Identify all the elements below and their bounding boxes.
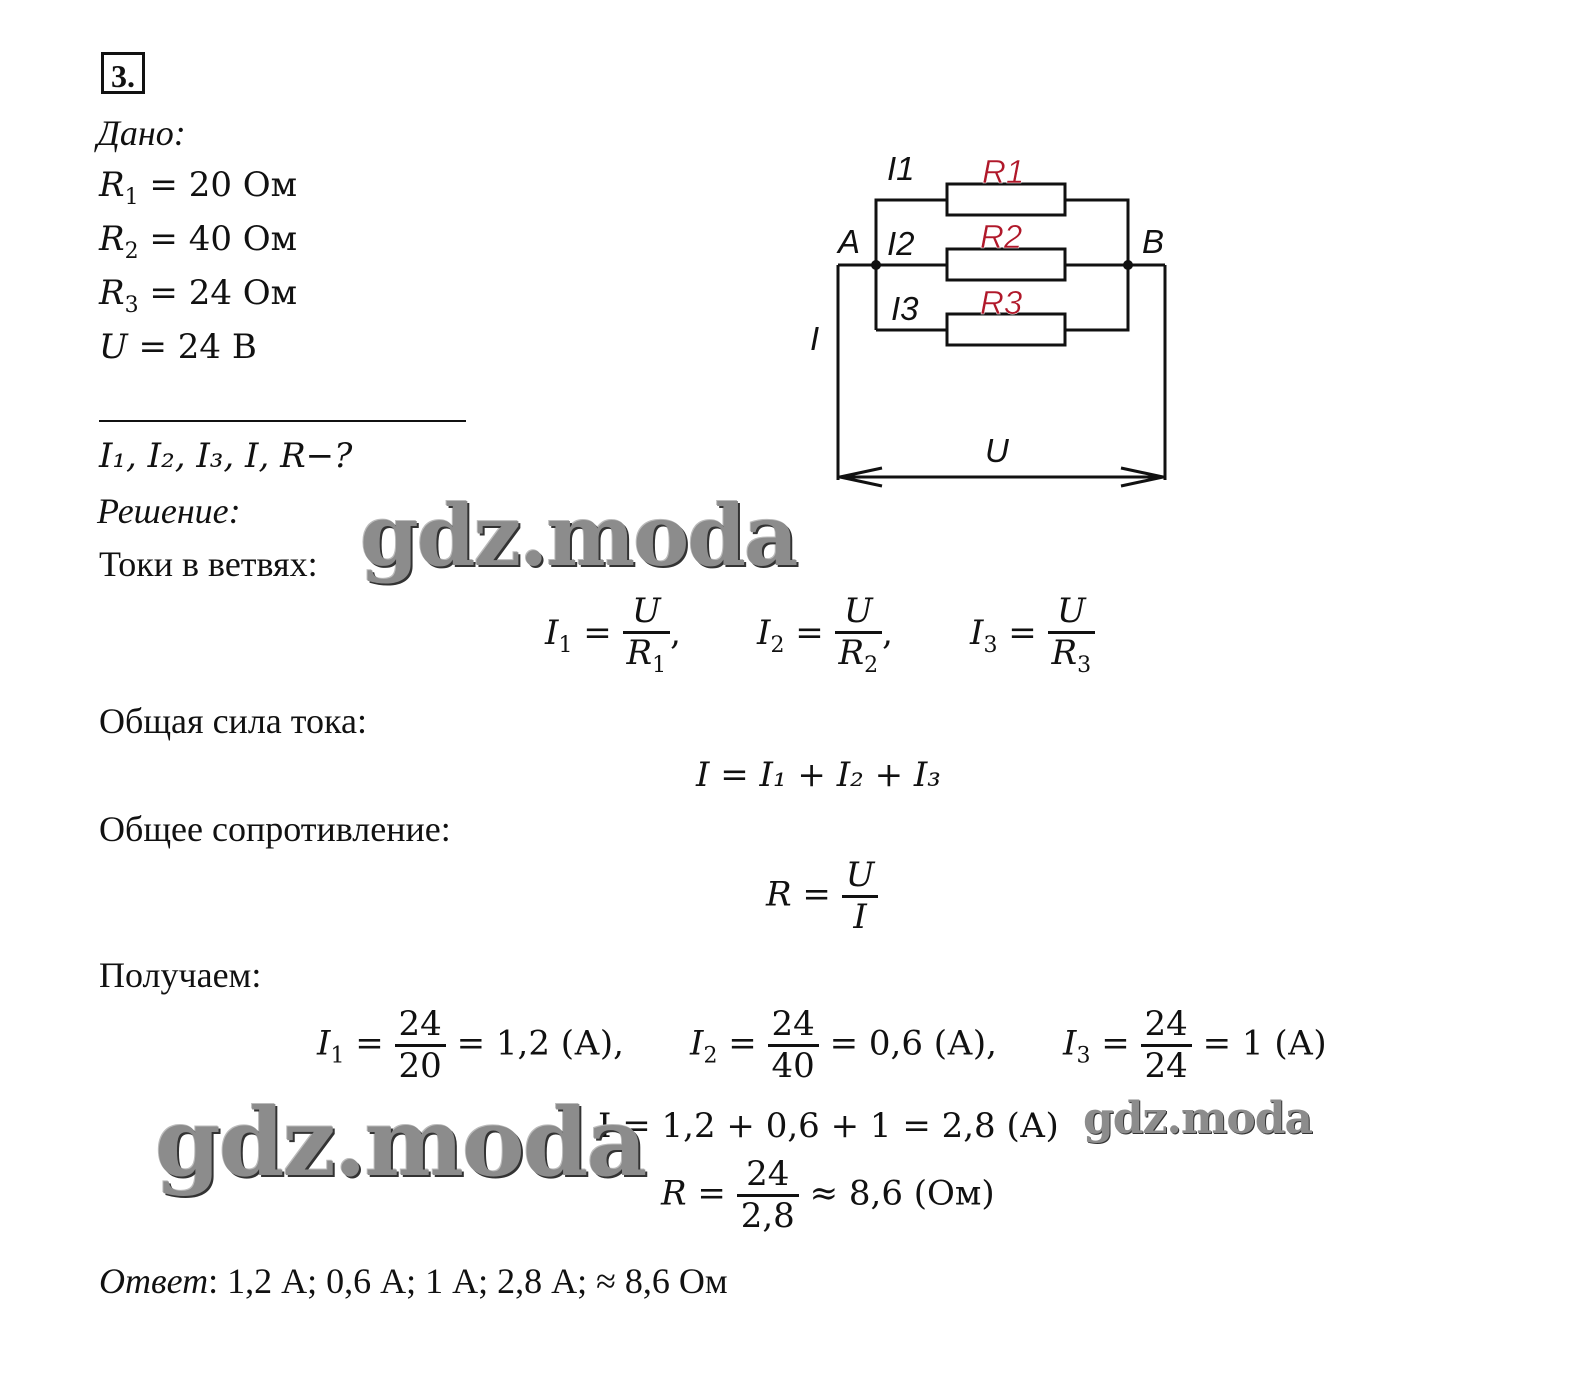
formula-lhs-sub: 2 [770, 633, 785, 659]
label-i2: I2 [887, 225, 915, 262]
given-value: = 24 В [138, 327, 257, 367]
fraction-denominator: 24 [1144, 1046, 1188, 1087]
given-subscript: 1 [124, 185, 139, 210]
formula-i1: $I_1$ = $\frac{U}{R_1}$ , [545, 591, 681, 679]
fraction [623, 592, 671, 678]
formula-lhs: I [545, 613, 559, 654]
calc-lhs-sub: 2 [703, 1043, 718, 1069]
calc-lhs: I [690, 1023, 704, 1064]
calc-rhs: = 1 (А) [1202, 1023, 1327, 1064]
given-value: = 40 Ом [149, 219, 298, 259]
label-i3: I3 [891, 290, 919, 327]
label-i: I [810, 320, 820, 357]
given-r1 [99, 165, 297, 210]
calc-rhs: = 0,6 (А), [829, 1023, 997, 1064]
fraction-denominator: 20 [398, 1046, 442, 1087]
calc-total-current: I = 1,2 + 0,6 + 1 = 2,8 (А) [598, 1106, 1059, 1146]
fraction [842, 856, 879, 937]
given-symbol: R [99, 219, 125, 259]
given-label: Дано: [97, 113, 186, 153]
label-u: U [985, 432, 1009, 469]
given-divider [99, 420, 466, 422]
fraction-denominator: R [626, 633, 653, 674]
formula-resistance [766, 856, 878, 937]
formula-lhs-sub: 3 [983, 633, 998, 659]
formula-tail: , [670, 613, 681, 654]
label-r3: R3 [980, 284, 1023, 321]
label-r2: R2 [980, 218, 1023, 255]
given-subscript: 2 [124, 239, 139, 264]
fraction [835, 592, 883, 678]
fraction-numerator: U [623, 592, 671, 634]
fraction-denominator-sub: 1 [652, 653, 667, 679]
answer-label: Ответ [99, 1261, 209, 1301]
fraction-numerator: 24 [395, 1005, 446, 1047]
solution-label: Решение: [97, 491, 241, 531]
label-a: A [838, 223, 861, 260]
fraction [737, 1155, 799, 1236]
given-u [99, 327, 257, 367]
answer-line [99, 1260, 728, 1302]
fraction-denominator: 2,8 [740, 1196, 795, 1237]
fraction-numerator: U [835, 592, 883, 634]
formula-lhs-sub: 1 [558, 633, 573, 659]
calc-resistance [661, 1155, 995, 1236]
label-r1: R1 [982, 153, 1025, 190]
calc-rhs: = 1,2 (А), [456, 1023, 624, 1064]
label-i1: I1 [887, 150, 915, 187]
calc-lhs-sub: 3 [1076, 1043, 1091, 1069]
calc-rhs: ≈ 8,6 (Ом) [809, 1173, 995, 1214]
answer-text: : 1,2 А; 0,6 А; 1 А; 2,8 А; ≈ 8,6 Ом [208, 1261, 728, 1301]
given-symbol: U [99, 327, 128, 367]
fraction-denominator-sub: 3 [1077, 653, 1092, 679]
fraction-numerator: U [1048, 592, 1096, 634]
given-symbol: R [99, 165, 125, 205]
node-b-dot [1123, 260, 1133, 270]
branch-currents-text: Токи в ветвях: [99, 544, 318, 584]
total-current-text: Общая сила тока: [99, 701, 367, 741]
fraction-numerator: U [842, 856, 879, 898]
task-number: 3. [101, 52, 145, 94]
calc-lhs: I [1063, 1023, 1077, 1064]
formula-lhs: I [970, 613, 984, 654]
fraction-numerator: 24 [1141, 1005, 1192, 1047]
formula-tail: , [882, 613, 893, 654]
formula-i2: $I_2$ = $\frac{U}{R_2}$ , [757, 591, 893, 679]
fraction-denominator: R [838, 633, 865, 674]
calc-lhs: I [317, 1023, 331, 1064]
watermark-logo: gdz.moda [1083, 1093, 1313, 1144]
node-a-dot [871, 260, 881, 270]
fraction-denominator: R [1051, 633, 1078, 674]
given-r2 [99, 219, 297, 264]
formula-total-current: I = I₁ + I₂ + I₃ [696, 755, 941, 795]
watermark-logo: gdz.moda [155, 1088, 646, 1198]
given-symbol: R [99, 273, 125, 313]
calc-lhs: R = [661, 1173, 726, 1214]
find-line: I₁, I₂, I₃, I, R−? [99, 436, 353, 476]
total-resistance-text: Общее сопротивление: [99, 809, 451, 849]
calc-i2: $I_2$ = $\frac{24}{40}$ = 0,6 (А), [690, 1004, 997, 1087]
circuit-diagram [810, 140, 1200, 500]
formula-lhs: R = [766, 874, 831, 915]
fraction [395, 1005, 446, 1086]
fraction [1141, 1005, 1192, 1086]
fraction-denominator-sub: 2 [864, 653, 879, 679]
fraction-denominator: I [853, 897, 867, 938]
fraction [1048, 592, 1096, 678]
calc-lhs-sub: 1 [330, 1043, 345, 1069]
fraction-denominator: 40 [771, 1046, 815, 1087]
given-value: = 20 Ом [149, 165, 298, 205]
label-b: B [1142, 223, 1165, 260]
get-text: Получаем: [99, 955, 262, 995]
calc-i1: $I_1$ = $\frac{24}{20}$ = 1,2 (А), [317, 1004, 624, 1087]
given-subscript: 3 [124, 293, 139, 318]
watermark-logo: gdz.moda [360, 486, 797, 585]
formula-lhs: I [757, 613, 771, 654]
formula-i3: $I_3$ = $\frac{U}{R_3}$ [970, 592, 1095, 678]
fraction-numerator: 24 [768, 1005, 819, 1047]
given-value: = 24 Ом [149, 273, 298, 313]
calc-i3: $I_3$ = $\frac{24}{24}$ = 1 (А) [1063, 1004, 1327, 1087]
fraction [768, 1005, 819, 1086]
fraction-numerator: 24 [737, 1155, 799, 1197]
given-r3 [99, 273, 297, 318]
